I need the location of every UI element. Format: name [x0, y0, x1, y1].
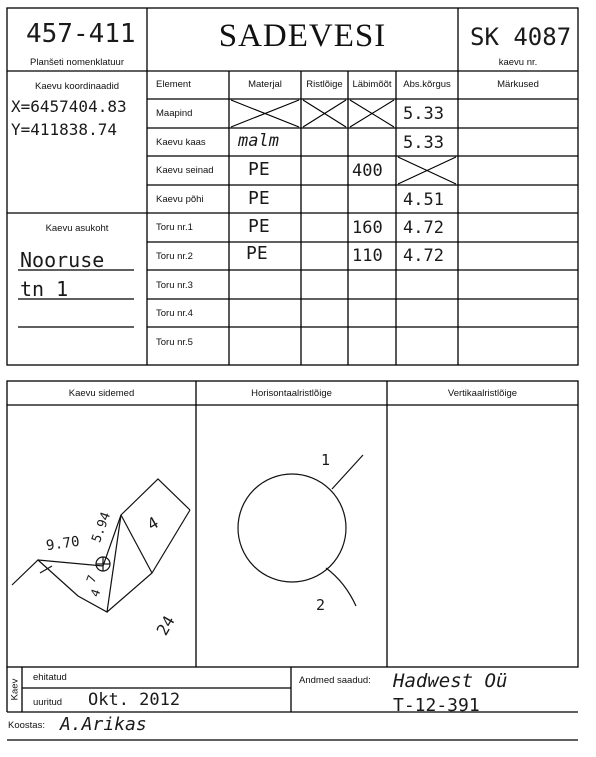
connections-section-label: Kaevu sidemed	[68, 388, 135, 399]
dimension-label: 7	[83, 573, 100, 585]
col-header-notes: Märkused	[497, 79, 539, 90]
col-header-cross-section: Ristlõige	[306, 79, 343, 90]
row-element-label: Toru nr.4	[156, 308, 193, 319]
location-line2: tn 1	[20, 277, 69, 301]
coordinates-label: Kaevu koordinaadid	[35, 81, 119, 92]
row-diameter: 400	[352, 161, 383, 181]
horizontal-section-drawing	[238, 455, 363, 606]
row-element-label: Kaevu kaas	[156, 137, 206, 148]
author-value: A.Arikas	[60, 714, 147, 735]
row-element-label: Kaevu seinad	[156, 165, 214, 176]
row-material: PE	[248, 159, 270, 180]
horizontal-section-label: Horisontaalristlõige	[251, 388, 332, 399]
dimension-label: 4	[87, 587, 104, 599]
dimension-label: 24	[152, 612, 179, 639]
dimension-label: 4	[143, 512, 162, 535]
pipe-1-label: 1	[321, 451, 331, 469]
built-label: ehitatud	[33, 672, 67, 683]
author-label: Koostas:	[8, 720, 45, 731]
page-title: SADEVESI	[218, 18, 387, 54]
nomenclature-label: Planšeti nomenklatuur	[30, 57, 124, 68]
well-number-value: SK 4087	[470, 23, 572, 51]
row-material: malm	[238, 131, 279, 151]
well-number-label: kaevu nr.	[498, 57, 538, 68]
coordinate-x: X=6457404.83	[11, 97, 127, 116]
location-line1: Nooruse	[20, 248, 105, 272]
row-element-label: Toru nr.3	[156, 280, 193, 291]
kaev-label: Kaev	[9, 678, 21, 701]
row-element-label: Kaevu põhi	[156, 194, 204, 205]
data-source-line1: Hadwest Oü	[393, 670, 508, 692]
row-abs-height: 4.72	[403, 218, 444, 238]
row-material: PE	[248, 188, 270, 209]
dimension-label: 9.70	[45, 533, 81, 555]
row-material: PE	[248, 216, 270, 237]
row-abs-height: 5.33	[403, 133, 444, 153]
pipe-2-label: 2	[316, 596, 326, 614]
row-element-label: Toru nr.5	[156, 337, 193, 348]
surveyed-label: uuritud	[33, 697, 63, 708]
row-abs-height: 5.33	[403, 104, 444, 124]
col-header-element: Element	[156, 79, 191, 90]
row-element-label: Toru nr.1	[156, 222, 193, 233]
vertical-section-label: Vertikaalristlõige	[447, 388, 518, 399]
data-source-line2: T-12-391	[393, 695, 480, 716]
row-element-label: Maapind	[156, 108, 193, 119]
dimension-label: 5.94	[89, 510, 115, 545]
row-abs-height: 4.51	[403, 190, 444, 210]
surveyed-value: Okt. 2012	[88, 690, 181, 710]
row-abs-height: 4.72	[403, 246, 444, 266]
row-diameter: 160	[352, 218, 383, 238]
col-header-abs-height: Abs.kõrgus	[403, 79, 451, 90]
nomenclature-value: 457-411	[26, 19, 136, 49]
coordinate-y: Y=411838.74	[11, 120, 117, 139]
col-header-diameter: Läbimõõt	[352, 79, 392, 90]
row-diameter: 110	[352, 246, 383, 266]
row-material: PE	[246, 243, 268, 264]
col-header-material: Materjal	[248, 79, 282, 90]
row-element-label: Toru nr.2	[156, 251, 193, 262]
data-source-label: Andmed saadud:	[299, 675, 371, 686]
location-label: Kaevu asukoht	[45, 223, 109, 234]
